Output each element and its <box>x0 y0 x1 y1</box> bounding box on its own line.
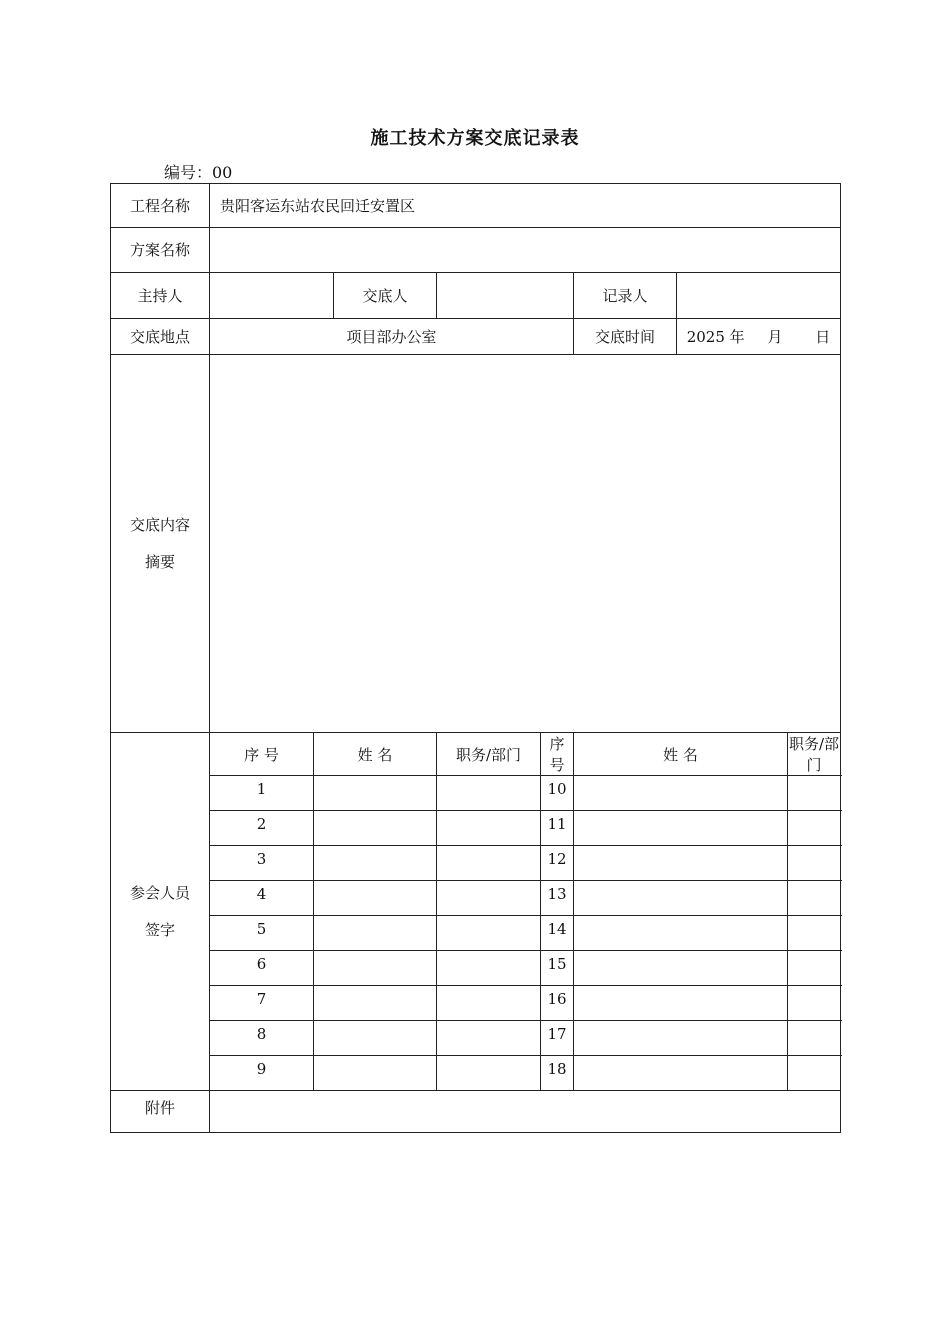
dept-left[interactable] <box>437 951 541 986</box>
plan-name-label: 方案名称 <box>111 228 210 273</box>
seq-right: 11 <box>541 811 574 846</box>
name-right[interactable] <box>574 986 788 1021</box>
seq-left: 4 <box>210 881 314 916</box>
attendees-label <box>111 733 210 1091</box>
attendees-label-line2: 签字 <box>144 920 175 939</box>
plan-name-row <box>111 228 841 273</box>
name-left[interactable] <box>314 881 437 916</box>
dept-left[interactable] <box>437 1056 541 1091</box>
dept-left[interactable] <box>437 776 541 811</box>
seq-left: 9 <box>210 1056 314 1091</box>
name-left[interactable] <box>314 1056 437 1091</box>
dept-right[interactable] <box>788 986 841 1021</box>
dept-right[interactable] <box>788 776 841 811</box>
time-value[interactable] <box>677 319 841 355</box>
attendee-row <box>111 951 841 986</box>
header-seq-left: 序 号 <box>210 733 314 776</box>
dept-right[interactable] <box>788 1056 841 1091</box>
seq-left: 2 <box>210 811 314 846</box>
host-label: 主持人 <box>111 273 210 319</box>
location-time-row <box>111 319 841 355</box>
location-value[interactable]: 项目部办公室 <box>210 319 574 355</box>
location-label: 交底地点 <box>111 319 210 355</box>
dept-right[interactable] <box>788 846 841 881</box>
seq-left: 3 <box>210 846 314 881</box>
time-day: 日 <box>815 328 831 346</box>
name-right[interactable] <box>574 881 788 916</box>
content-row <box>111 355 841 733</box>
recorder-label: 记录人 <box>574 273 677 319</box>
presenter-label: 交底人 <box>334 273 437 319</box>
attendee-row <box>111 811 841 846</box>
plan-name-value[interactable] <box>210 228 841 273</box>
seq-left: 5 <box>210 916 314 951</box>
name-left[interactable] <box>314 916 437 951</box>
name-right[interactable] <box>574 811 788 846</box>
time-year: 2025 年 <box>686 328 745 346</box>
host-value[interactable] <box>210 273 334 319</box>
name-left[interactable] <box>314 776 437 811</box>
dept-left[interactable] <box>437 986 541 1021</box>
header-seq-right: 序 号 <box>541 733 574 776</box>
header-name-left: 姓 名 <box>314 733 437 776</box>
dept-right[interactable] <box>788 881 841 916</box>
name-right[interactable] <box>574 951 788 986</box>
content-label <box>111 355 210 733</box>
presenter-value[interactable] <box>437 273 574 319</box>
attendees-header-row <box>111 733 841 776</box>
dept-left[interactable] <box>437 881 541 916</box>
participants-row <box>111 273 841 319</box>
attendees-label-line1: 参会人员 <box>129 883 190 902</box>
project-name-row <box>111 184 841 228</box>
seq-right: 10 <box>541 776 574 811</box>
project-name-label: 工程名称 <box>111 184 210 228</box>
attendee-row <box>111 881 841 916</box>
seq-right: 14 <box>541 916 574 951</box>
header-dept-left: 职务/部门 <box>437 733 541 776</box>
content-label-line1: 交底内容 <box>129 515 190 534</box>
name-right[interactable] <box>574 776 788 811</box>
name-left[interactable] <box>314 811 437 846</box>
name-right[interactable] <box>574 916 788 951</box>
dept-left[interactable] <box>437 811 541 846</box>
seq-right: 12 <box>541 846 574 881</box>
seq-right: 18 <box>541 1056 574 1091</box>
attachment-row <box>111 1091 841 1133</box>
seq-left: 7 <box>210 986 314 1021</box>
attendee-row <box>111 776 841 811</box>
serial-number: 编号：00 <box>164 163 233 182</box>
name-left[interactable] <box>314 986 437 1021</box>
header-name-right: 姓 名 <box>574 733 788 776</box>
name-right[interactable] <box>574 1021 788 1056</box>
attendee-row <box>111 1021 841 1056</box>
time-month: 月 <box>767 328 783 346</box>
seq-right: 16 <box>541 986 574 1021</box>
dept-right[interactable] <box>788 1021 841 1056</box>
attendee-row <box>111 916 841 951</box>
project-name-value[interactable]: 贵阳客运东站农民回迁安置区 <box>210 184 841 228</box>
dept-left[interactable] <box>437 846 541 881</box>
dept-left[interactable] <box>437 916 541 951</box>
seq-right: 13 <box>541 881 574 916</box>
seq-left: 1 <box>210 776 314 811</box>
attendee-row <box>111 986 841 1021</box>
attachment-label: 附件 <box>111 1091 210 1133</box>
record-table <box>110 183 841 1133</box>
seq-right: 17 <box>541 1021 574 1056</box>
name-right[interactable] <box>574 1056 788 1091</box>
name-right[interactable] <box>574 846 788 881</box>
seq-left: 8 <box>210 1021 314 1056</box>
name-left[interactable] <box>314 846 437 881</box>
content-label-line2: 摘要 <box>144 552 175 571</box>
dept-right[interactable] <box>788 916 841 951</box>
name-left[interactable] <box>314 1021 437 1056</box>
seq-left: 6 <box>210 951 314 986</box>
form-title: 施工技术方案交底记录表 <box>370 128 580 149</box>
content-value[interactable] <box>210 355 841 733</box>
seq-right: 15 <box>541 951 574 986</box>
attendee-row <box>111 846 841 881</box>
attachment-value[interactable] <box>210 1091 841 1133</box>
header-dept-right: 职务/部门 <box>788 733 841 776</box>
dept-right[interactable] <box>788 951 841 986</box>
recorder-value[interactable] <box>677 273 841 319</box>
name-left[interactable] <box>314 951 437 986</box>
attendee-row <box>111 1056 841 1091</box>
dept-right[interactable] <box>788 811 841 846</box>
dept-left[interactable] <box>437 1021 541 1056</box>
time-label: 交底时间 <box>574 319 677 355</box>
